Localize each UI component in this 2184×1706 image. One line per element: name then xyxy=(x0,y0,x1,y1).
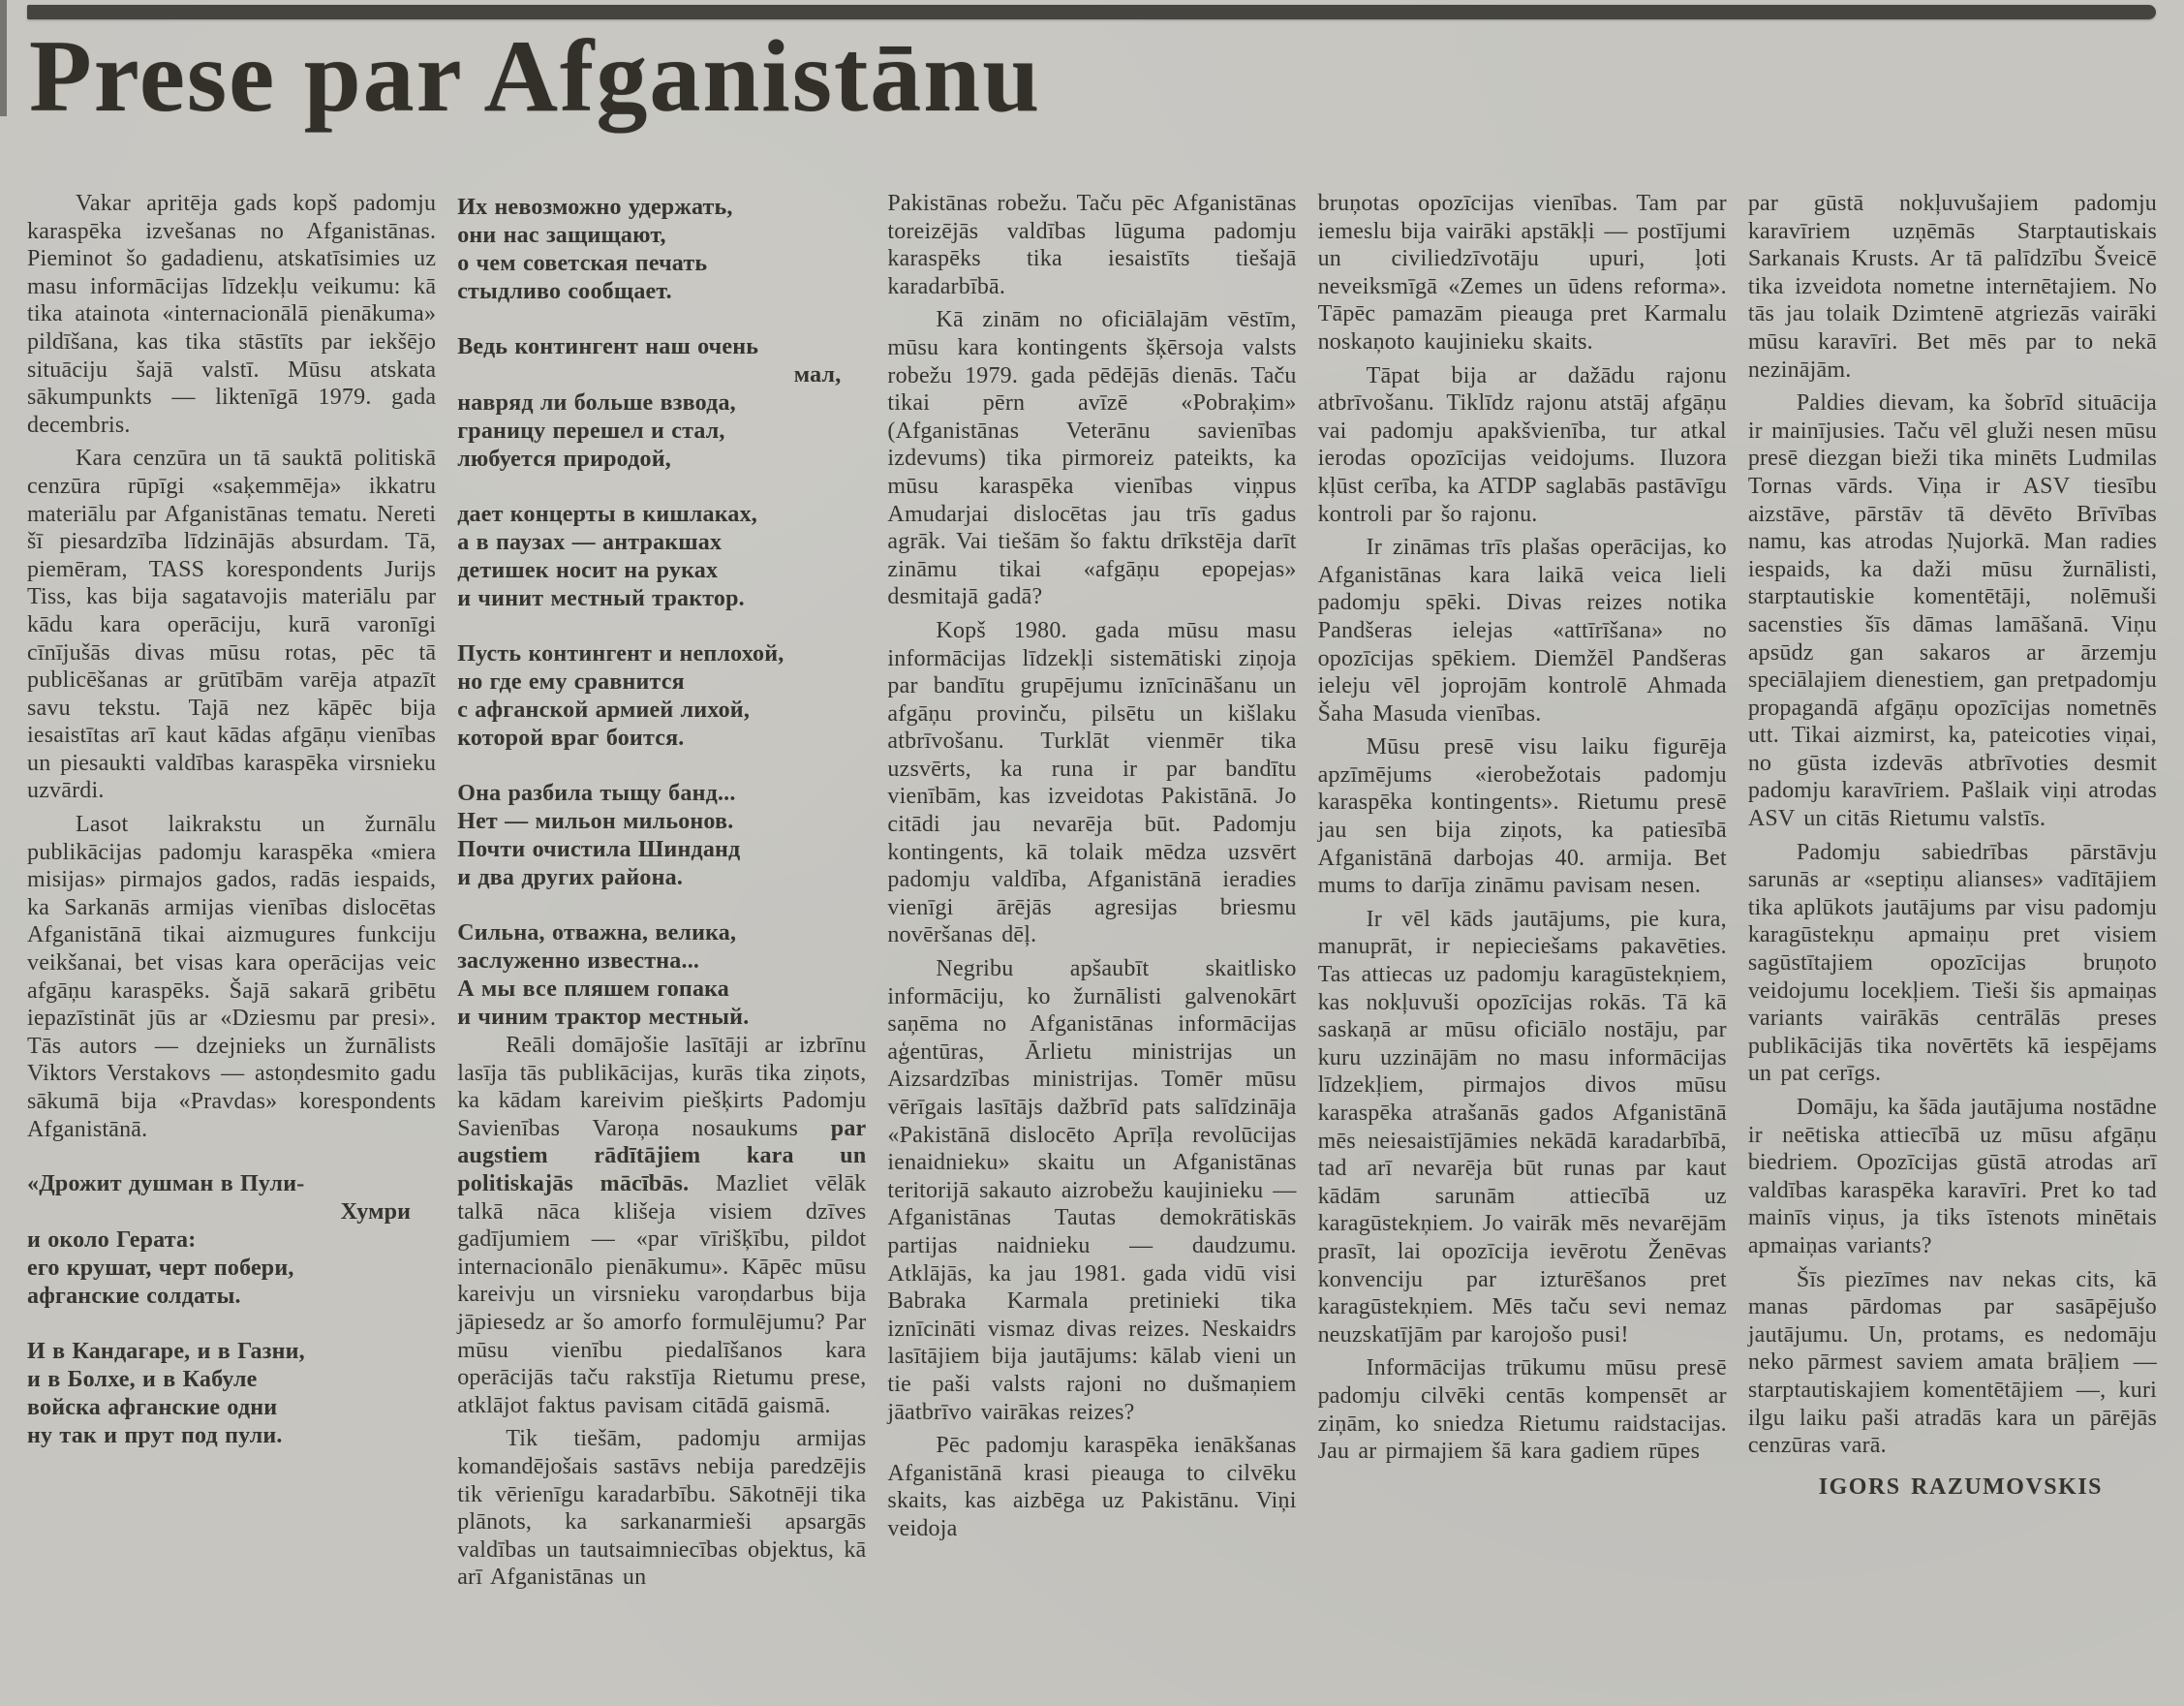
column-4 xyxy=(1318,190,1727,1687)
verse-line: и около Герата: xyxy=(27,1227,197,1254)
column-5 xyxy=(1748,190,2157,1687)
verse-line: Хумри xyxy=(340,1199,412,1225)
column-2 xyxy=(457,190,866,1687)
verse-line: и два других района. xyxy=(457,865,684,890)
verse-line: которой враг боится. xyxy=(457,726,685,751)
article-columns xyxy=(27,190,2157,1687)
verse-stanza xyxy=(457,640,866,753)
verse-line: о чем советская печать xyxy=(457,251,708,276)
verse-line: навряд ли больше взвода, xyxy=(457,390,736,416)
paragraph: bruņotas opozīcijas vienības. Tam par iemeslu bija vairāki apstākļi — postījumi un civiliedzīvotāju upuri, ļoti neveiksmīgā «Zemes un ūdens reforma». Tāpēc pamazām pieauga pret Karmalu noskaņoto kaujinieku skaits. xyxy=(1317,191,1727,355)
verse-stanza xyxy=(457,919,866,1032)
paragraph: Negribu apšaubīt skaitlisko informāciju, ko žurnālisti galvenokārt saņēma no Afganistānas informācijas aģentūras, Ārlietu ministrijas un Aizsardzības ministrijas. Tomēr mūsu vērīgais lasītājs dažbrīd pats salīdzināja «Pakistānā dislocēto Aprīļa revolūcijas ienaidnieku» skaitu un Afganistānas teritorijā sakauto aizrobežu kaujinieku — Afganistānas Tautas demokrātiskās partijas naidnieku — daudzumu. Atklājās, ka jau 1981. gada vidū visi Babraka Karmala pretinieki tika iznīcināti vismaz divas reizes. Neskaidrs lasītājiem bija jautājums: kālab vieni un tie paši valsts rajoni no dušmaņiem jāatbrīvo vairākas reizes? xyxy=(887,956,1297,1425)
text-segment: Mazliet vēlāk talkā nāca klišeja visiem dzīves gadījumiem — «par vīrišķību, pildot internacionālo pienākumu». Kāpēc mūsu kareivju un virsnieku varoņdarbus bija jāpiesedz ar šo amorfo formulējumu? Par mūsu vienību piedalīšanos kara operācijās taču rakstīja Rietumu prese, atklājot faktus pavisam citādā gaismā. xyxy=(457,1170,867,1418)
verse-line: дает концерты в кишлаках, xyxy=(457,502,757,527)
paragraph: Kopš 1980. gada mūsu masu informācijas līdzekļi sistemātiski ziņoja par bandītu grupējumu iznīcināšanu un afgāņu provinču, pilsētu un kišlaku atbrīvošanu. Turklāt vienmēr tika uzsvērts, ka runa ir par bandītu vienībām, kas izveidotas Pakistānā. Jo citādi jau nevarēja būt. Padomju kontingents, kā tolaik mēdza uzsvērt padomju valdība, Afganistānā ieradies vienīgi ārējās agresijas briesmu novēršanas dēļ. xyxy=(887,617,1297,948)
verse-line: Сильна, отважна, велика, xyxy=(457,920,737,946)
verse-line: но где ему сравнится xyxy=(457,669,685,695)
verse-line: и чинит местный трактор. xyxy=(457,586,745,611)
verse-line: они нас защищают, xyxy=(457,223,666,248)
paragraph: Mūsu presē visu laiku figurēja apzīmējums «ierobežotais padomju karaspēka kontingents». Rietumu presē jau sen bija ziņots, ka patiesībā Afganistānā darbojas 40. armija. Bet mums to darīja zināmu pavisam nesen. xyxy=(1317,734,1727,899)
paragraph: Domāju, ka šāda jautājuma nostādne ir neētiska attiecībā uz mūsu afgāņu biedriem. Opozīcijas gūstā atrodas arī valdības karaspēka karavīri. Pret ko tad mainīs viņus, ja tiks īstenots minētais apmaiņas variants? xyxy=(1747,1095,2157,1258)
verse-stanza xyxy=(457,333,866,474)
bold-text-segment: par augstiem rādītājiem kara un politiskajās mācībās. xyxy=(457,1115,867,1196)
verse-line: А мы все пляшем гопака xyxy=(457,977,730,1002)
column-3 xyxy=(887,190,1296,1687)
verse-stanza xyxy=(457,501,866,613)
verse-line: с афганской армией лихой, xyxy=(457,698,751,723)
verse-line: Пусть контингент и неплохой, xyxy=(457,641,784,667)
headline: Prese par Afganistānu xyxy=(29,19,1042,133)
paragraph: Ir zināmas trīs plašas operācijas, ko Afganistānas kara laikā veica lieli padomju spēki. Divas reizes notika Pandšeras ielejas «attīrīšana» no opozīcijas spēkiem. Diemžēl Pandšeras ieleju vēl joprojām kontrolē Ahmada Šaha Masuda vienības. xyxy=(1317,535,1727,727)
paragraph: Ir vēl kāds jautājums, pie kura, manuprāt, ir nepieciešams pakavēties. Tas attiecas uz padomju karagūstekņiem, kas nokļuvuši opozīcijas rokās. Tā kā saskaņā ar mūsu oficiālo nostāju, par kuru uzzinājām no masu informācijas līdzekļiem, pirmajos divos mūsu karaspēka atrašanās gados Afganistānā mēs neiesaistījāmies nekādā karadarbībā, tad arī nevarēja būt runas par kaut kādām sarunām attiecībā uz karagūstekņiem. Jo vairāk mēs nevarējām prasīt, lai opozīcija ievērotu Ženēvas konvenciju par izturēšanos pret karagūstekņiem. Mēs taču sevi nemaz neuzskatījām par karojošo pusi! xyxy=(1317,906,1727,1348)
verse-line: Их невозможно удержать, xyxy=(457,195,733,220)
column-1 xyxy=(27,190,436,1687)
scan-edge-artifact xyxy=(0,0,7,116)
text-segment: Reāli domājošie lasītāji ar izbrīnu lasīja tās publikācijas, kurās tika ziņots, ka kādam kareivim piešķirts Padomju Savienības Varoņa nosaukums xyxy=(457,1033,867,1141)
verse-line: войска афганские одни xyxy=(27,1395,278,1421)
verse-line: Почти очистила Шинданд xyxy=(457,837,741,862)
verse-line: И в Кандагаре, и в Газни, xyxy=(27,1339,305,1365)
verse-stanza xyxy=(457,194,866,306)
verse-line: любуется природой, xyxy=(457,447,671,472)
verse-line: и в Болхе, и в Кабуле xyxy=(27,1367,258,1393)
verse-stanza xyxy=(27,1338,436,1450)
verse-line: его крушат, черт побери, xyxy=(27,1256,294,1282)
verse-line: детишек носит на руках xyxy=(457,558,719,583)
verse-line: афганские солдаты. xyxy=(27,1284,241,1310)
byline: IGORS RAZUMOVSKIS xyxy=(1818,1473,2104,1500)
paragraph: Informācijas trūkumu mūsu presē padomju cilvēki centās kompensēt ar ziņām, ko sniedza Rietumu raidstacijas. Jau ar pirmajiem šā kara gadiem rūpes xyxy=(1317,1355,1727,1465)
paragraph: Pēc padomju karaspēka ienākšanas Afganistānā krasi pieauga to cilvēku skaits, kas aizbēga uz Pakistānu. Viņi veidoja xyxy=(887,1433,1297,1541)
verse-line: и чиним трактор местный. xyxy=(457,1005,750,1030)
verse-stanza xyxy=(457,780,866,892)
paragraph: Tik tiešām, padomju armijas komandējošais sastāvs nebija paredzējis tik vērienīgu karadarbību. Sākotnēji tika plānots, ka sarkanarmieši apsargās valdības un tautsaimniecības objektus, kā arī Afganistānas un xyxy=(457,1426,867,1591)
verse-line: а в паузах — антракшах xyxy=(457,530,723,555)
paragraph: Pakistānas robežu. Taču pēc Afganistānas toreizējās valdības lūguma padomju karaspēks tika iesaistīts tiešajā karadarbībā. xyxy=(887,191,1297,299)
verse-stanza xyxy=(27,1170,436,1311)
verse-line: границу перешел и стал, xyxy=(457,419,725,444)
verse-line: заслуженно известна... xyxy=(457,948,700,974)
paragraph: Kā zinām no oficiālajām vēstīm, mūsu kara kontingents šķērsoja valsts robežu 1979. gada pēdējās dienās. Taču tikai pērn avīzē «Pobraķim» (Afganistānas Veterānu savienības izdevums) tika pirmoreiz pateikts, ka mūsu karaspēka vienības viņpus Amudarjai dislocētas jau trīs gadus agrāk. Vai tiešām šo faktu drīkstēja darīt zināmu tikai «afgāņu epopejas» desmitajā gadā? xyxy=(887,307,1297,610)
paragraph xyxy=(457,1032,866,1419)
paragraph: par gūstā nokļuvušajiem padomju karavīriem uzņēmās Starptautiskais Sarkanais Krusts. Ar tā palīdzību Šveicē tika izveidota nometne internētajiem. No tās jau tolaik Dzimtenē atgriezās vairāki mūsu karavīri. Bet mēs par to nekā nezinājām. xyxy=(1747,191,2157,383)
verse-line: мал, xyxy=(793,362,842,388)
verse-line: Ведь контингент наш очень xyxy=(457,334,759,359)
paragraph: Vakar apritēja gads kopš padomju karaspēka izvešanas no Afganistānas. Pieminot šo gadadienu, atskatīsimies uz masu informācijas līdzekļu veikumu: kā tika atainota «internacionālā pienākuma» pildīšana, kas tika stāstīts par iekšējo situāciju šajā valstī. Mūsu atskata sākumpunkts — liktenīgā 1979. gada decembris. xyxy=(27,191,437,438)
paragraph: Padomju sabiedrības pārstāvju sarunās ar «septiņu alianses» vadītājiem tika aplūkots jautājums par visu padomju karagūstekņu apmaiņu pret visiem sagūstītajiem opozīcijas bruņoto veidojumu locekļiem. Tieši šis apmaiņas variants vairākās centrālās preses publikācijās tika novērtēts kā iespējams un pat cerīgs. xyxy=(1747,839,2157,1087)
paragraph: Tāpat bija ar dažādu rajonu atbrīvošanu. Tiklīdz rajonu atstāj afgāņu vai padomju apakšvienība, tur atkal ierodas opozīcijas veidojums. Iluzora kļūst cerība, ka ATDP saglabās pastāvīgu kontroli par šo rajonu. xyxy=(1317,362,1727,527)
verse-line: Она разбила тыщу банд... xyxy=(457,781,736,806)
paragraph: Kara cenzūra un tā sauktā politiskā cenzūra rūpīgi «saķemmēja» ikkatru materiālu par Afganistānas tematu. Nereti šī piesardzība līdzinājās absurdam. Tā, piemēram, TASS korespondents Jurijs Tiss, kas bija sagatavojis materiālu par kādu kara operāciju, kurā varonīgi cīnījušās divas mūsu rotas, pēc tā publicēšanas ar grūtībām varēja atpazīt savu tekstu. Tajā nez kāpēc bija iesaistītas arī kaut kādas afgāņu vienības un piesaukti valdības karaspēka virsnieku uzvārdi. xyxy=(27,446,437,804)
paragraph: Paldies dievam, ka šobrīd situācija ir mainījusies. Taču vēl gluži nesen mūsu presē diezgan bieži tika minēts Ludmilas Tornas vārds. Viņa ir ASV tiesību aizstāve, pārstāv tā dēvēto Brīvības namu, kas atrodas Ņujorkā. Man radies iespaids, ka daži mūsu žurnālisti, starptautiskie komentētāji, nolēmuši sacensties šīs dāmas lamāšanā. Viņu apsūdz gan sakaros ar ārzemju speciālajiem dienestiem, gan pretpadomju propagandā afgāņu opozīcijas nometnēs utt. Tikai aizmirst, ka, pateicoties viņai, no gūsta izdevās atbrīvoties desmit padomju karavīriem. Pašlaik viņi atrodas ASV un citās Rietumu valstīs. xyxy=(1747,390,2157,832)
paragraph: Šīs piezīmes nav nekas cits, kā manas pārdomas par sasāpējušo jautājumu. Un, protams, es nedomāju neko pārmest saviem amata brāļiem — starptautiskajiem komentētājiem —, kuri ilgu laiku paši atradās kara un pārējās cenzūras varā. xyxy=(1747,1266,2157,1459)
verse-line: «Дрожит душман в Пули- xyxy=(27,1171,305,1197)
verse-line: Нет — мильон мильонов. xyxy=(457,809,734,834)
verse-line: стыдливо сообщает. xyxy=(457,279,672,304)
paragraph: Lasot laikrakstu un žurnālu publikācijas padomju karaspēka «miera misijas» pirmajos gados, radās iespaids, ka Sarkanās armijas vienības dislocētas Afganistānā tikai aizmugures funkciju veikšanai, bet visas kara operācijas veic afgāņu karaspēks. Šajā sakarā gribētu iepazīstināt jūs ar «Dziesmu par presi». Tās autors — dzejnieks un žurnālists Viktors Verstakovs — astoņdesmito gadu sākumā bija «Pravdas» korespondents Afganistānā. xyxy=(27,812,437,1142)
verse-line: ну так и прут под пули. xyxy=(27,1423,283,1449)
